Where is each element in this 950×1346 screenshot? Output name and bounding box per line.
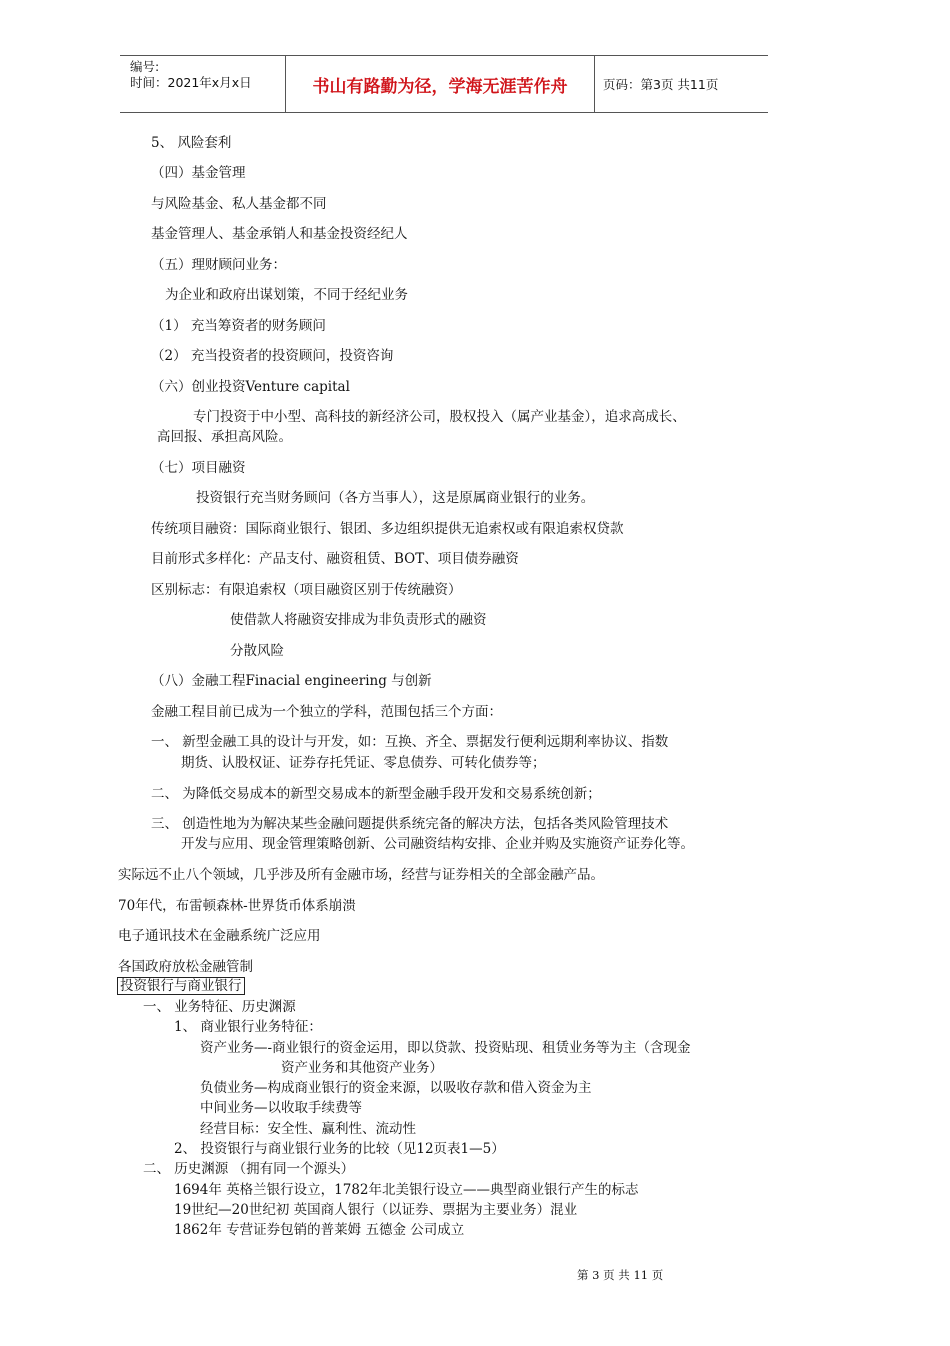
text-line: （八）金融工程Finacial engineering 与创新 [151,673,432,689]
page-header [120,55,768,113]
text-line: 分散风险 [230,643,284,659]
text-line: 投资银行充当财务顾问（各方当事人），这是原属商业银行的业务。 [196,490,595,506]
text-line: 高回报、承担高风险。 [157,429,292,445]
text-line: （六）创业投资Venture capital [151,379,350,395]
text-line: 实际远不止八个领域，几乎涉及所有金融市场，经营与证券相关的全部金融产品。 [118,867,604,883]
number-label: 编号: [130,59,160,74]
header-page-label: 页码：第3页 共11页 [603,77,719,92]
text-line: 70年代，布雷顿森林-世界货币体系崩溃 [118,898,356,914]
text-line: （七）项目融资 [151,460,246,476]
text-line: 开发与应用、现金管理策略创新、公司融资结构安排、企业并购及实施资产证券化等。 [181,836,694,852]
text-line: 1694年 英格兰银行设立，1782年北美银行设立——典型商业银行产生的标志 [174,1182,639,1198]
time-label: 时间：2021年x月x日 [130,75,252,90]
text-line: 期货、认股权证、证券存托凭证、零息债券、可转化债券等； [181,755,546,771]
text-line: 专门投资于中小型、高科技的新经济公司，股权投入（属产业基金），追求高成长、 [193,409,686,425]
text-line: 目前形式多样化：产品支付、融资租赁、BOT、项目债券融资 [151,551,519,567]
text-line: 使借款人将融资安排成为非负责形式的融资 [230,612,487,628]
text-line: 基金管理人、基金承销人和基金投资经纪人 [151,226,408,242]
text-line: 区别标志：有限追索权（项目融资区别于传统融资） [151,582,462,598]
text-line: 一、 业务特征、历史渊源 [143,999,296,1015]
text-line: 电子通讯技术在金融系统广泛应用 [118,928,321,944]
text-line: 资产业务和其他资产业务） [281,1060,443,1076]
text-line: 负债业务—构成商业银行的资金来源，以吸收存款和借入资金为主 [200,1080,592,1096]
text-line: 一、 新型金融工具的设计与开发，如：互换、齐全、票据发行便利远期利率协议、指数 [151,734,669,750]
text-line: 1、 商业银行业务特征： [174,1019,322,1035]
text-line: 5、 风险套利 [151,135,232,151]
header-motto: 书山有路勤为径，学海无涯苦作舟 [286,56,595,112]
text-line: （四）基金管理 [151,165,246,181]
text-line: 2、 投资银行与商业银行业务的比较（见12页表1—5） [174,1141,505,1157]
text-line: 二、 历史渊源 （拥有同一个源头） [143,1161,355,1177]
text-line: 经营目标：安全性、赢利性、流动性 [200,1121,416,1137]
text-line: 传统项目融资：国际商业银行、银团、多边组织提供无追索权或有限追索权贷款 [151,521,624,537]
text-line: 各国政府放松金融管制 [118,959,253,975]
text-line: 1862年 专营证券包销的普莱姆 五德金 公司成立 [174,1222,465,1238]
text-line: （五）理财顾问业务： [151,257,286,273]
text-line: 中间业务—以收取手续费等 [200,1100,362,1116]
text-line: 为企业和政府出谋划策，不同于经纪业务 [165,287,408,303]
header-meta-cell [120,56,286,112]
text-line: 与风险基金、私人基金都不同 [151,196,327,212]
page-footer: 第 3 页 共 11 页 [577,1268,664,1282]
text-line: 资产业务—-商业银行的资金运用，即以贷款、投资贴现、租赁业务等为主（含现金 [200,1040,691,1056]
text-line: 金融工程目前已成为一个独立的学科，范围包括三个方面： [151,704,502,720]
text-line: 二、 为降低交易成本的新型交易成本的新型金融手段开发和交易系统创新； [151,786,601,802]
text-line: （2） 充当投资者的投资顾问，投资咨询 [151,348,394,364]
text-line: （1） 充当筹资者的财务顾问 [151,318,326,334]
text-line: 19世纪—20世纪初 英国商人银行（以证券、票据为主要业务）混业 [174,1202,578,1218]
text-line: 三、 创造性地为为解决某些金融问题提供系统完备的解决方法，包括各类风险管理技术 [151,816,669,832]
section-heading-boxed: 投资银行与商业银行 [117,977,245,995]
